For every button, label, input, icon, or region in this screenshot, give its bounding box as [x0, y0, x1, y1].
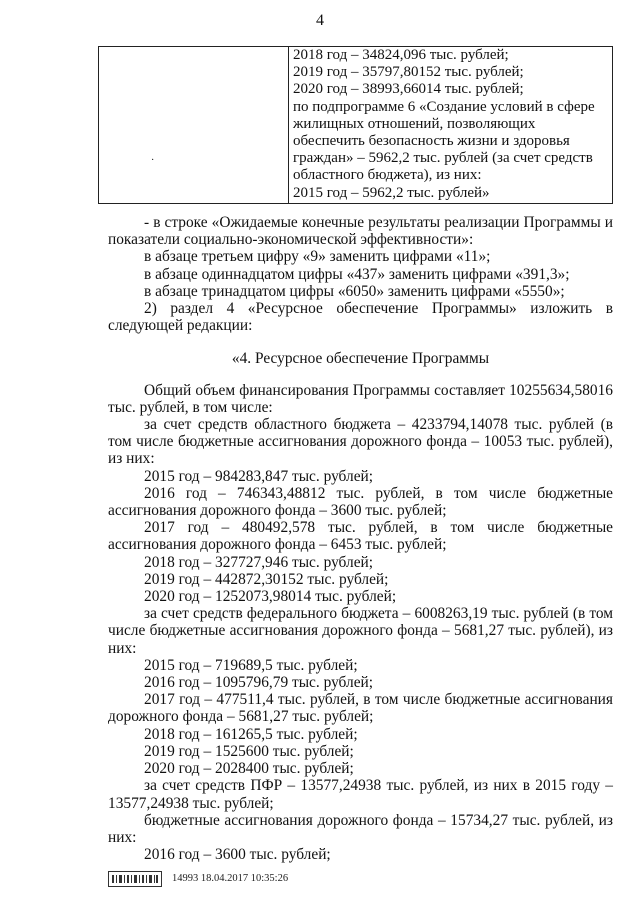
table-line: 2018 год – 34824,096 тыс. рублей;: [293, 47, 509, 63]
paragraph: в абзаце одиннадцатом цифры «437» заменить цифрами «391,3»;: [144, 265, 570, 283]
table-line: граждан» – 5962,2 тыс. рублей (за счет средств: [293, 150, 593, 167]
section-heading: «4. Ресурсное обеспечение Программы: [231, 350, 490, 368]
paragraph: 2015 год – 984283,847 тыс. рублей;: [144, 467, 374, 485]
document-footer: [108, 870, 288, 887]
paragraph: 2016 год – 3600 тыс. рублей;: [144, 846, 331, 864]
paragraph: 2017 год – 480492,578 тыс. рублей, в том числе бюджетные ассигнования дорожного фонда – 6453 тыс. рублей;: [108, 519, 613, 554]
paragraph: за счет средств областного бюджета – 4233794,14078 тыс. рублей (в том числе бюджетные ассигнования дорожного фонда – 10053 тыс. рублей), из них:: [108, 416, 613, 468]
document-body: [108, 214, 613, 863]
paragraph: 2019 год – 442872,30152 тыс. рублей;: [144, 570, 389, 588]
paragraph: 2) раздел 4 «Ресурсное обеспечение Программы» изложить в следующей редакции:: [108, 300, 613, 335]
paragraph: 2016 год – 1095796,79 тыс. рублей;: [144, 674, 374, 692]
registration-stamp-text: 14993 18.04.2017 10:35:26: [172, 873, 289, 884]
continuation-table: [98, 46, 613, 204]
table-cell-right: [289, 47, 612, 203]
stray-mark: ·: [151, 155, 155, 166]
paragraph: Общий объем финансирования Программы составляет 10255634,58016 тыс. рублей, в том числе:: [108, 381, 613, 416]
table-line: 2020 год – 38993,66014 тыс. рублей;: [293, 81, 524, 98]
paragraph: бюджетные ассигнования дорожного фонда – 15734,27 тыс. рублей, из них:: [108, 811, 613, 846]
paragraph: 2017 год – 477511,4 тыс. рублей, в том числе бюджетные ассигнования дорожного фонда – 5681,27 тыс. рублей;: [108, 691, 613, 726]
paragraph: 2020 год – 1252073,98014 тыс. рублей;: [144, 588, 397, 606]
paragraph: 2018 год – 161265,5 тыс. рублей;: [144, 725, 358, 743]
barcode-stamp-icon: [108, 871, 162, 887]
paragraph: в абзаце третьем цифру «9» заменить цифрами «11»;: [144, 248, 491, 266]
paragraph: 2020 год – 2028400 тыс. рублей;: [144, 760, 354, 778]
table-line: по подпрограмме 6 «Создание условий в сфере: [293, 98, 595, 115]
table-cell-left: [99, 47, 289, 203]
paragraph: за счет средств федерального бюджета – 6008263,19 тыс. рублей (в том числе бюджетные ассигнования дорожного фонда – 5681,27 тыс. рублей), из них:: [108, 605, 613, 657]
table-line: областного бюджета), из них:: [293, 167, 482, 184]
paragraph: - в строке «Ожидаемые конечные результаты реализации Программы и показатели социально-экономической эффективности»:: [108, 214, 613, 249]
table-line: 2015 год – 5962,2 тыс. рублей»: [293, 184, 490, 201]
paragraph: 2018 год – 327727,946 тыс. рублей;: [144, 553, 374, 571]
paragraph: 2016 год – 746343,48812 тыс. рублей, в том числе бюджетные ассигнования дорожного фонда – 3600 тыс. рублей;: [108, 484, 613, 520]
paragraph: в абзаце тринадцатом цифры «6050» заменить цифрами «5550»;: [144, 282, 565, 300]
paragraph: 2015 год – 719689,5 тыс. рублей;: [144, 656, 358, 674]
table-line: 2019 год – 35797,80152 тыс. рублей;: [293, 64, 524, 81]
table-line: обеспечить безопасность жизни и здоровья: [293, 133, 570, 150]
page-number: 4: [316, 12, 324, 29]
paragraph: 2019 год – 1525600 тыс. рублей;: [144, 742, 354, 760]
paragraph: за счет средств ПФР – 13577,24938 тыс. рублей, из них в 2015 году – 13577,24938 тыс. рублей;: [108, 777, 613, 812]
table-line: жилищных отношений, позволяющих: [293, 115, 536, 132]
